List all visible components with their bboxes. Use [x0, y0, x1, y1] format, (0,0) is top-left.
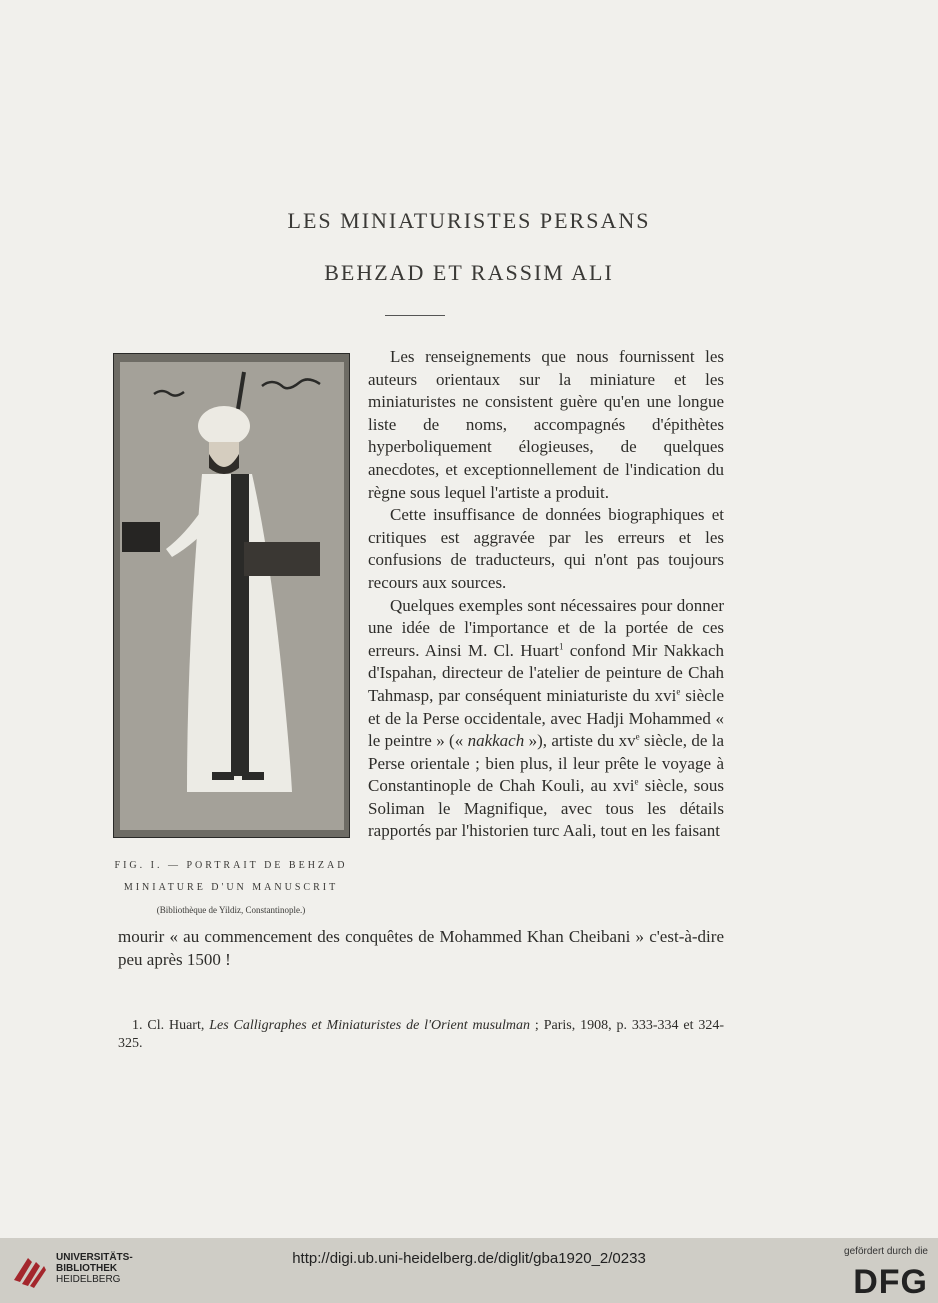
paragraph-3-text-b: confond Mir Nakkach d'Ispahan, directeur de l'atelier de peinture de Chah Tahmasp, par conséquent miniaturiste du xvi	[368, 640, 724, 705]
paragraph-3-text-e: siècle, de la Perse orientale ; bien plus, il leur prête le voyage à Constantinople de Chah Kouli, au xvi	[368, 731, 724, 796]
miniature-portrait-image	[113, 353, 350, 838]
body-column	[368, 346, 724, 843]
portrait-illustration	[114, 354, 349, 837]
superscript-e: e	[635, 731, 640, 742]
footnote-author: Cl. Huart,	[142, 1018, 210, 1033]
paragraph-3-text-d: »), artiste du xv	[524, 731, 636, 751]
paragraph-3-text-c: siècle et de la Perse occidentale, avec Hadji Mohammed « le peintre » («	[368, 685, 724, 751]
footnote	[118, 1017, 724, 1053]
paragraph-2: Cette insuffisance de données biographiques et critiques est aggravée par les erreurs et les confusions de traducteurs, qui n'ont pas toujours recours aux sources.	[368, 505, 724, 592]
article-subtitle: BEHZAD ET RASSIM ALI	[324, 260, 614, 285]
footnote-details: ; Paris, 1908, p. 333-334 et 324-325.	[118, 1018, 724, 1051]
footnote-ref: 1	[558, 641, 564, 652]
superscript-e: e	[676, 686, 681, 697]
article-title: LES MINIATURISTES PERSANS	[287, 208, 651, 233]
footer-bar	[0, 1238, 938, 1303]
ub-name-line2: BIBLIOTHEK	[56, 1263, 118, 1274]
figure-caption-subtitle: MINIATURE D'UN MANUSCRIT	[123, 882, 339, 893]
paragraph-3-text-f: siècle, sous Soliman le Magnifique, avec tous les détails rapportés par l'historien turc Aali, tout en les faisant	[368, 776, 724, 841]
paragraph-3-continued: mourir « au commencement des conquêtes de Mohammed Khan Cheibani » c'est-à-dire peu après 1500 !	[118, 927, 724, 969]
title-rule	[385, 315, 445, 316]
full-width-text	[118, 926, 724, 971]
dfg-funding-label: gefördert durch die	[844, 1246, 928, 1257]
ub-name-line3: HEIDELBERG	[56, 1274, 121, 1285]
paragraph-3-text-a: Quelques exemples sont nécessaires pour donner une idée de l'importance et de la portée de ces erreurs. Ainsi M. Cl. Huart	[368, 595, 724, 660]
digitization-url[interactable]: http://digi.ub.uni-heidelberg.de/diglit/gba1920_2/0233	[292, 1250, 646, 1267]
footnote-number: 1.	[132, 1018, 143, 1033]
paragraph-3	[368, 595, 724, 844]
paragraph-1: Les renseignements que nous fournissent les auteurs orientaux sur la miniature et les miniaturistes ne consistent guère qu'en une longue liste de noms, accompagnés d'épithètes hyperboliquement élogieuses, de quelques anecdotes, et exceptionnellement de l'indication du règne sous lequel l'artiste a produit.	[368, 347, 724, 502]
footnote-title: Les Calligraphes et Miniaturistes de l'Orient musulman	[209, 1018, 531, 1033]
figure-caption-source: (Bibliothèque de Yildiz, Constantinople.)	[156, 905, 306, 915]
ub-name-line1: UNIVERSITÄTS-	[56, 1252, 133, 1263]
figure-caption-title: FIG. I. — PORTRAIT DE BEHZAD	[114, 860, 348, 871]
dfg-logo: DFG	[853, 1263, 928, 1301]
paragraph-3-italic: nakkach	[467, 731, 525, 751]
superscript-e: e	[634, 776, 639, 787]
